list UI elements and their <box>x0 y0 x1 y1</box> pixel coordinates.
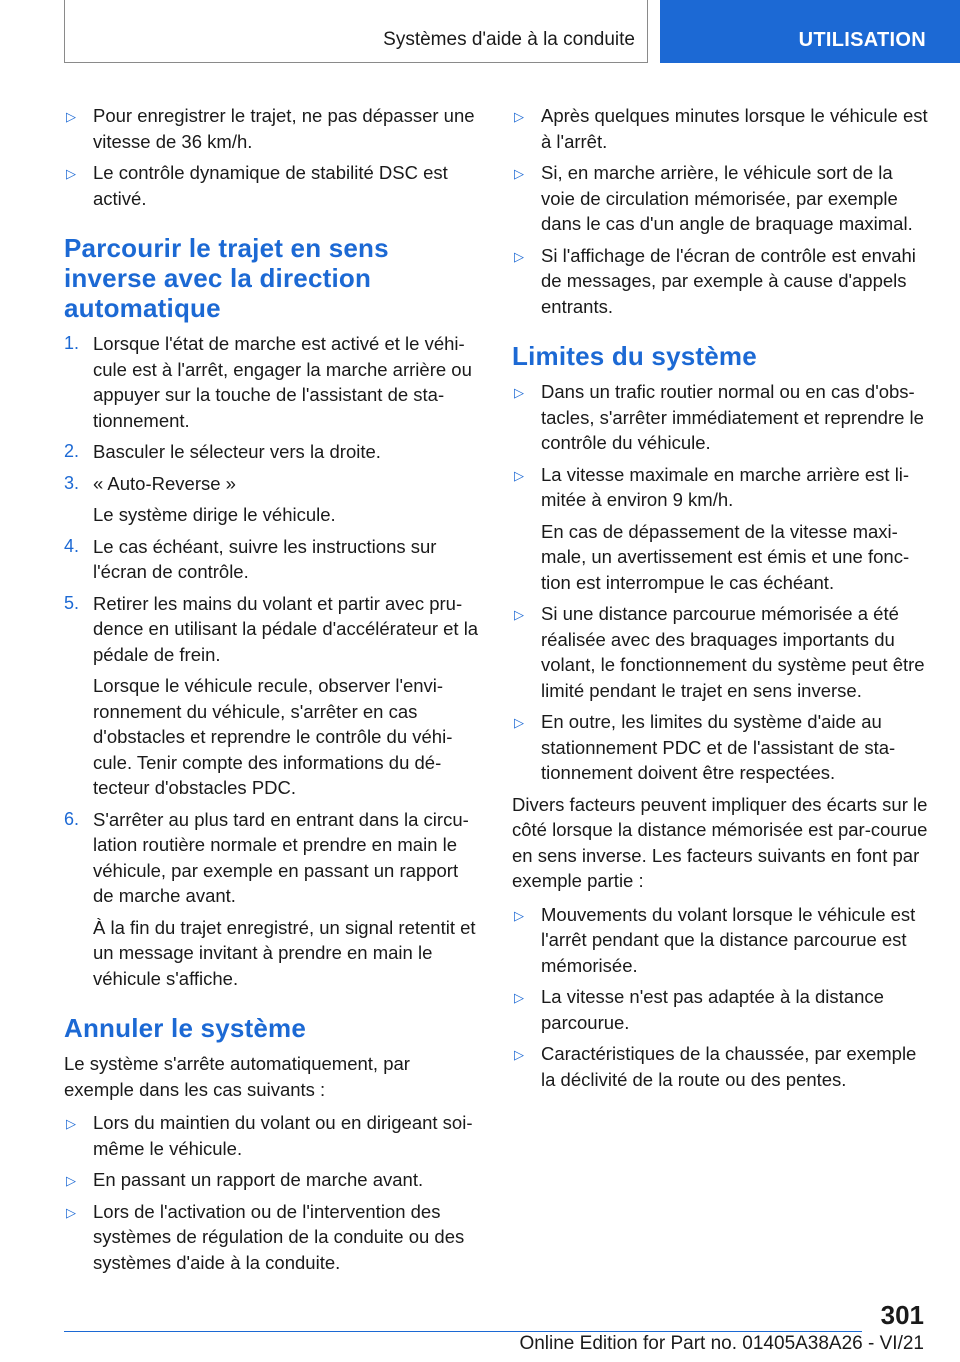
list-item <box>64 1167 480 1193</box>
step-number: 3. <box>64 472 80 493</box>
triangle-bullet-icon: ▷ <box>514 166 524 181</box>
step-item <box>64 591 480 801</box>
step-text: S'arrêter au plus tard en entrant dans la circu‐lation routière normale et prendre en main le véhicule, par exemple en passant un rapport de marche avant. <box>93 808 469 906</box>
step-continuation: Le système dirige le véhicule. <box>93 504 336 525</box>
step-number: 4. <box>64 535 80 556</box>
triangle-bullet-icon: ▷ <box>514 385 524 400</box>
body-paragraph: Divers facteurs peuvent impliquer des écarts sur le côté lorsque la distance mémorisée est par‐courue en sens inverse. Les facteurs suivants en font par exemple partie : <box>512 793 928 891</box>
list-item-text: En passant un rapport de marche avant. <box>93 1169 424 1190</box>
triangle-bullet-icon: ▷ <box>66 1204 76 1220</box>
list-item <box>512 103 928 154</box>
list-item-text: Lors du maintien du volant ou en dirigeant soi-même le véhicule. <box>93 1112 473 1159</box>
triangle-bullet-icon: ▷ <box>514 109 524 124</box>
list-item-text: Caractéristiques de la chaussée, par exemple la déclivité de la route ou des pentes. <box>541 1043 917 1090</box>
list-item-text: Mouvements du volant lorsque le véhicule est l'arrêt pendant que la distance parcourue est mémorisée. <box>541 903 916 976</box>
list-item <box>64 1199 480 1276</box>
list-item <box>512 709 928 786</box>
step-continuation: À la fin du trajet enregistré, un signal retentit et un message invitant à prendre en main le véhicule s'affiche. <box>93 916 476 989</box>
triangle-bullet-icon: ▷ <box>514 990 524 1005</box>
list-item <box>64 103 480 154</box>
section-heading: Annuler le système <box>64 1013 307 1043</box>
step-item <box>64 439 480 465</box>
header-tab[interactable] <box>660 0 960 63</box>
left-column <box>64 103 480 1281</box>
section-heading: Parcourir le trajet en sens inverse avec la direction automatique <box>64 233 389 323</box>
intro-paragraph: Le système s'arrête automatiquement, par exemple dans les cas suivants : <box>64 1053 410 1100</box>
list-item-text: Dans un trafic routier normal ou en cas d'obs‐tacles, s'arrêter immédiatement et reprendre le contrôle du véhicule. <box>541 381 924 453</box>
list-item-text: Si, en marche arrière, le véhicule sort de la voie de circulation mémorisée, par exemple dans le cas d'un angle de braquage maximal. <box>541 162 913 234</box>
triangle-bullet-icon: ▷ <box>514 607 524 622</box>
list-item-text: La vitesse n'est pas adaptée à la distance parcourue. <box>541 986 884 1033</box>
triangle-bullet-icon: ▷ <box>66 109 76 124</box>
step-continuation: Lorsque le véhicule recule, observer l'envi‐ronnement du véhicule, s'arrêter en cas d'obstacles et reprendre le contrôle du véhi‐cule. Tenir compte des informations du dé‐tecteur d'obstacles PDC. <box>93 675 453 798</box>
list-item <box>512 1041 928 1092</box>
step-number: 2. <box>64 441 80 461</box>
step-text: « Auto-Reverse » <box>93 472 236 494</box>
list-item-text: Pour enregistrer le trajet, ne pas dépasser une vitesse de 36 km/h. <box>93 105 475 152</box>
header-tab-label: UTILISATION <box>798 29 926 51</box>
step-number: 5. <box>64 592 80 613</box>
triangle-bullet-icon: ▷ <box>514 248 524 264</box>
list-item-text: La vitesse maximale en marche arrière est li‐mitée à environ 9 km/h. <box>541 463 910 510</box>
list-item <box>512 462 928 596</box>
step-text: Basculer le sélecteur vers la droite. <box>93 441 381 462</box>
list-item-text: Si une distance parcourue mémorisée a été réalisée avec des braquages importants du volant, le fonctionnement du système peut être limité pendant le trajet en sens inverse. <box>541 603 925 701</box>
triangle-bullet-icon: ▷ <box>66 1173 76 1188</box>
triangle-bullet-icon: ▷ <box>66 1116 76 1131</box>
step-number: 1. <box>64 333 80 353</box>
triangle-bullet-icon: ▷ <box>66 166 76 181</box>
list-item <box>512 243 928 320</box>
list-item-text: Le contrôle dynamique de stabilité DSC est activé. <box>93 162 448 209</box>
triangle-bullet-icon: ▷ <box>514 467 524 483</box>
header-section-box <box>64 0 648 63</box>
triangle-bullet-icon: ▷ <box>514 1047 524 1062</box>
list-item <box>512 160 928 237</box>
list-item <box>64 1110 480 1161</box>
footer-divider <box>64 1331 862 1332</box>
step-item <box>64 807 480 992</box>
list-item-text: Lors de l'activation ou de l'intervention des systèmes de régulation de la conduite ou des systèmes d'aide à la conduite. <box>93 1200 465 1273</box>
page-number: 301 <box>880 1300 924 1330</box>
footer-edition: Online Edition for Part no. 01405A38A26 - VI/21 <box>519 1333 924 1354</box>
list-item <box>64 160 480 211</box>
header-section-title: Systèmes d'aide à la conduite <box>383 29 635 50</box>
step-number: 6. <box>64 808 80 829</box>
list-item <box>512 984 928 1035</box>
right-column <box>512 103 928 1098</box>
step-text: Retirer les mains du volant et partir avec pru‐dence en utilisant la pédale d'accélérateur et la pédale de frein. <box>93 592 479 665</box>
list-item-text: Après quelques minutes lorsque le véhicule est à l'arrêt. <box>541 105 928 152</box>
list-item <box>512 601 928 703</box>
step-text: Le cas échéant, suivre les instructions sur l'écran de contrôle. <box>93 535 437 582</box>
section-heading: Limites du système <box>512 341 757 371</box>
list-item-continuation: En cas de dépassement de la vitesse maxi‐male, un avertissement est émis et une fonc‐tion est interrompue le cas échéant. <box>541 520 910 593</box>
step-item <box>64 534 480 585</box>
list-item-text: En outre, les limites du système d'aide au stationnement PDC et de l'assistant de sta‐tionnement doivent être respectées. <box>541 711 896 783</box>
list-item <box>512 379 928 456</box>
step-item <box>64 331 480 433</box>
step-text: Lorsque l'état de marche est activé et le véhi‐cule est à l'arrêt, engager la marche arrière ou appuyer sur la touche de l'assistant de sta‐tionnement. <box>93 333 472 431</box>
list-item-text: Si l'affichage de l'écran de contrôle est envahi de messages, par exemple à cause d'appels entrants. <box>541 244 916 317</box>
list-item <box>512 902 928 979</box>
step-item <box>64 471 480 528</box>
triangle-bullet-icon: ▷ <box>514 907 524 923</box>
triangle-bullet-icon: ▷ <box>514 715 524 730</box>
